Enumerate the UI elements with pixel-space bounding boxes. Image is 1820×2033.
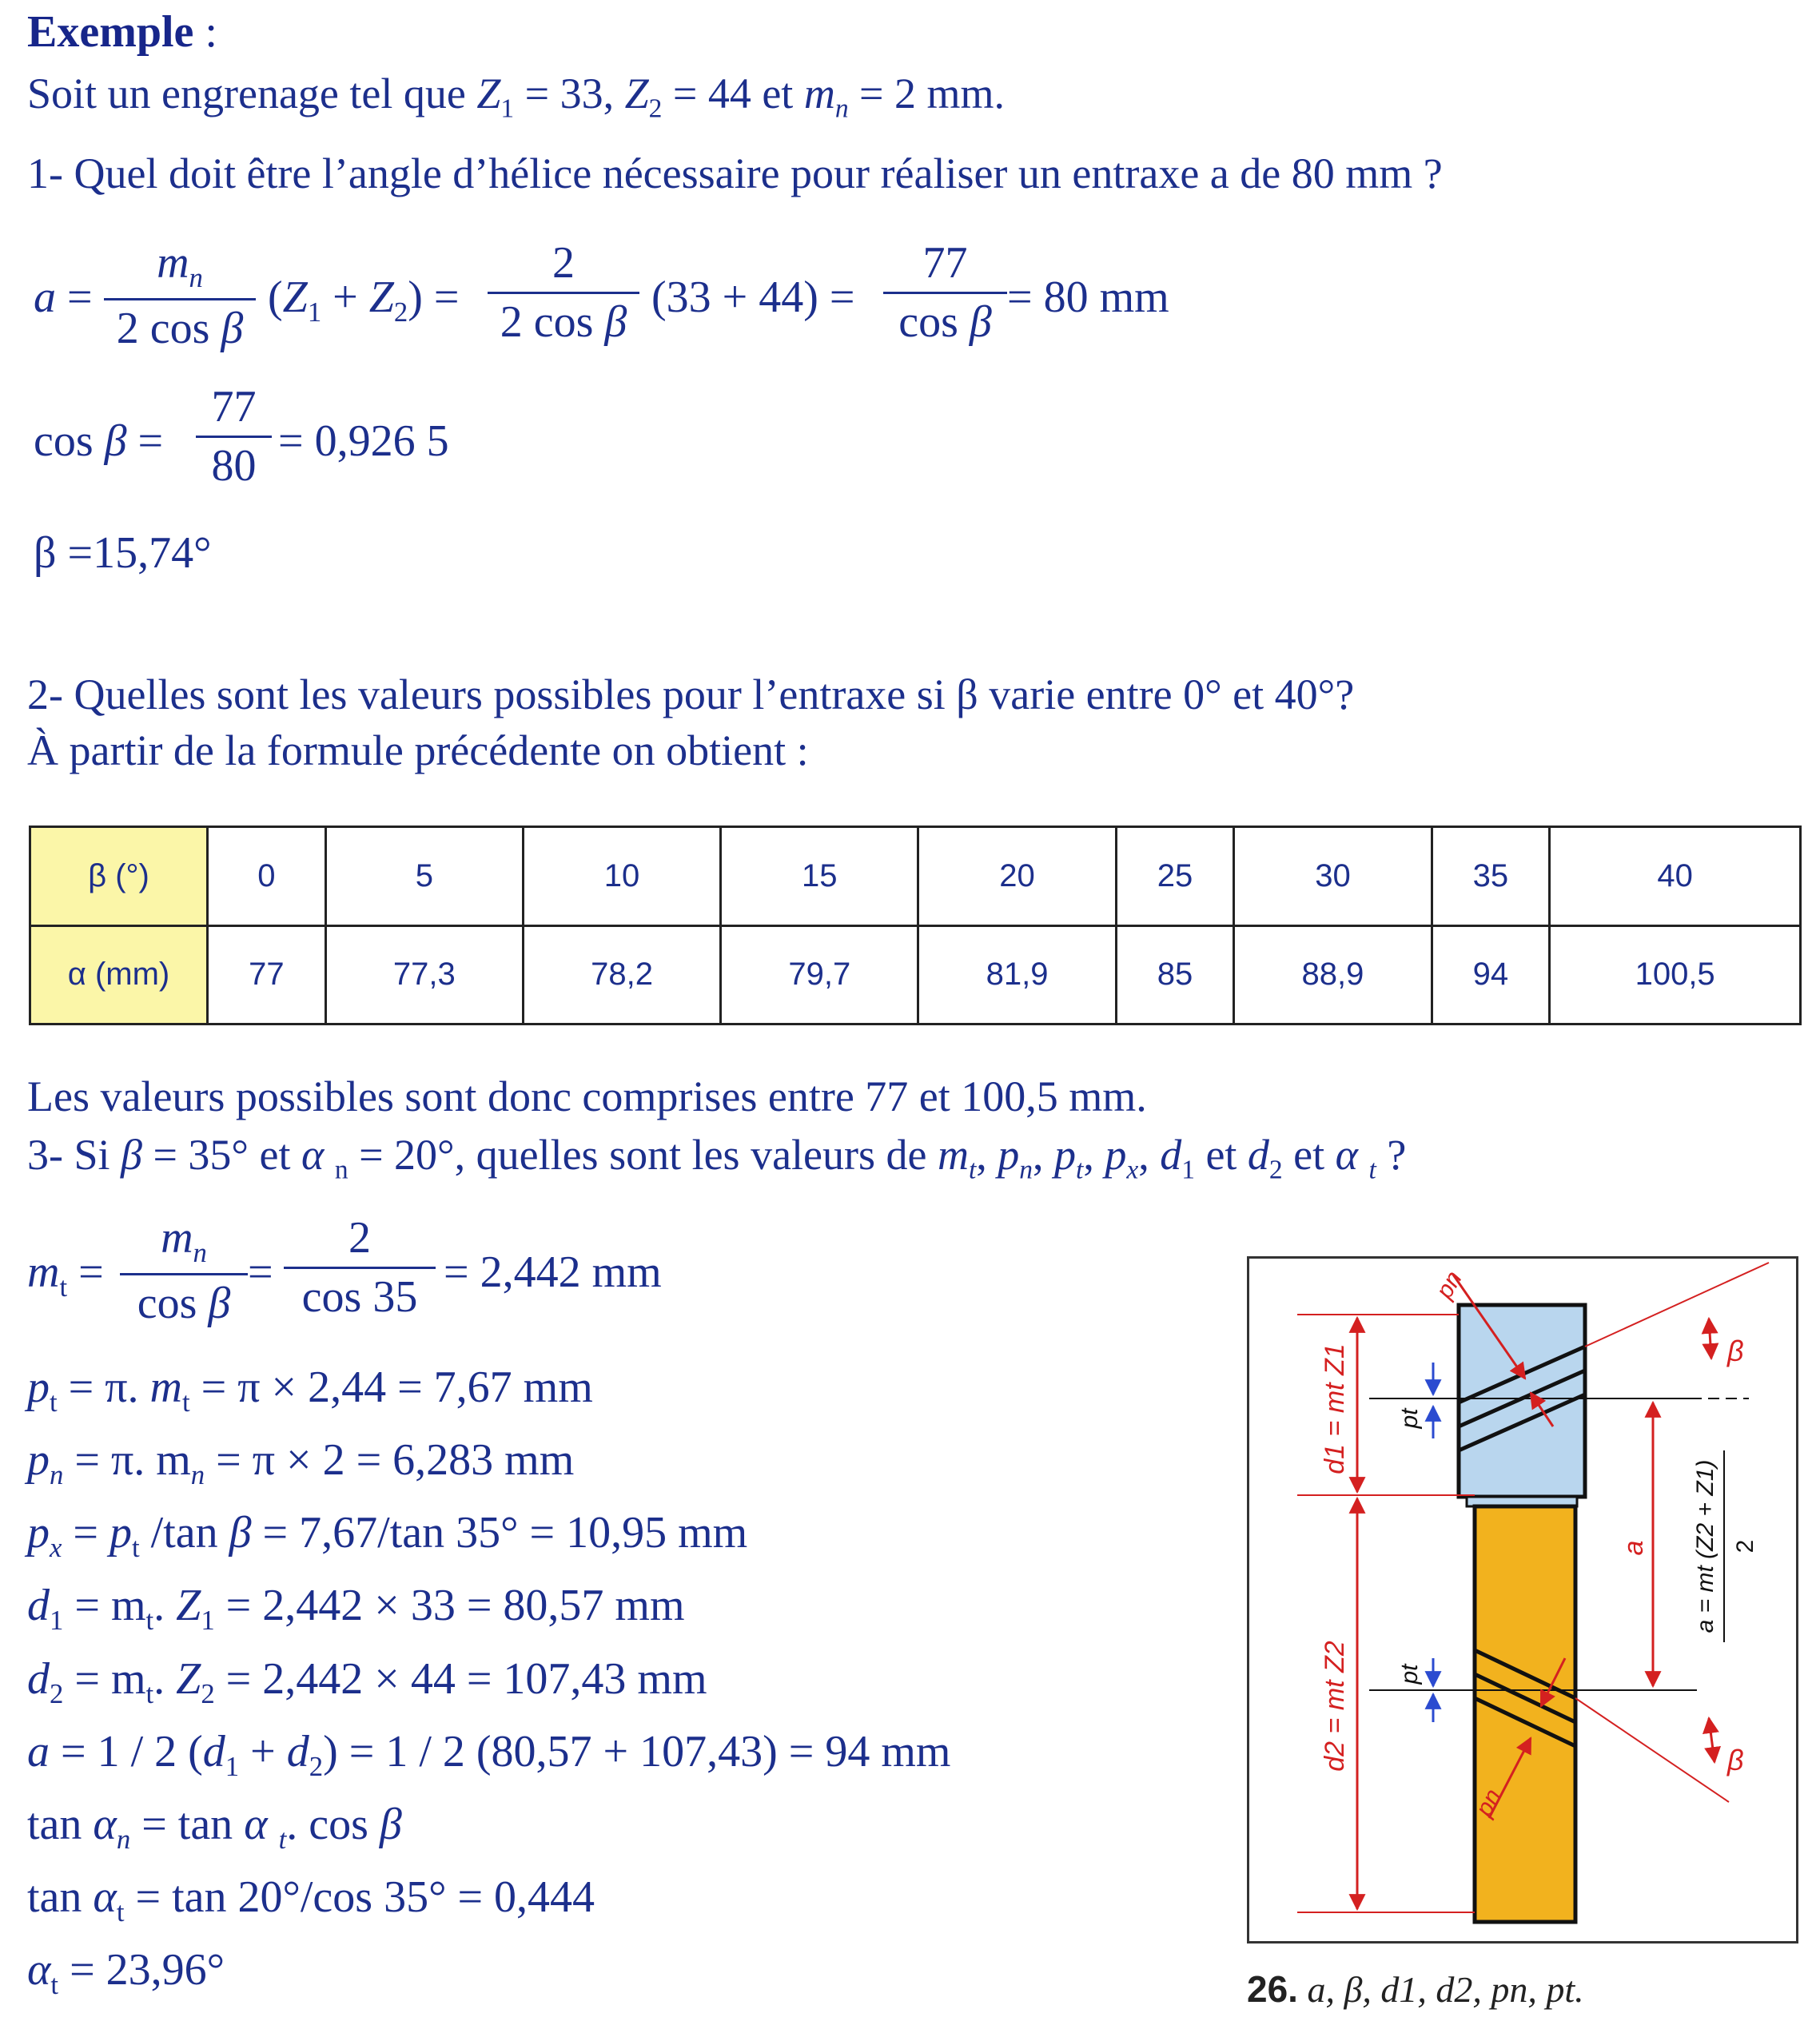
table-cell: 79,7 [721,925,918,1024]
table-cell: 85 [1116,925,1234,1024]
result-d2: $d_2 = m_t$. $Z_2 = 2,442 \times 44 = 107,43$ mm [27,1653,707,1709]
label-a: a [1619,1540,1649,1556]
figure-caption [1247,1967,1584,2011]
label-pn-bottom: pn [1471,1784,1507,1821]
values-table [29,826,1802,1025]
result-tan-at: $\tan \alpha_t = \tan 20^\circ/\cos$ 35° = 0,444 [27,1872,595,1928]
table-cell: 0 [208,827,326,926]
table-cell: 30 [1234,827,1432,926]
table-row-a [30,925,1801,1024]
label-beta-bottom: β [1727,1744,1744,1776]
q3-results [27,1359,950,2014]
result-px: $p_x = p_t$ /tan β = 7,67/tan 35° = 10,95 mm [27,1508,748,1564]
label-beta-top: β [1727,1335,1744,1367]
row-header-a: α (mm) [30,925,208,1024]
q1-result: β =15,74° [34,528,212,578]
table-cell: 25 [1116,827,1234,926]
table-row-beta [30,827,1801,926]
result-d1: $d_1 = m_t$. $Z_1 = 2,442 \times 33 = 80,57$ mm [27,1581,685,1637]
section-title [27,7,217,57]
q2-conclusion: Les valeurs possibles sont donc comprises entre 77 et 100,5 mm. [27,1072,1147,1120]
table-cell: 5 [325,827,523,926]
label-d1: d1 = mt Z1 [1320,1343,1350,1474]
fraction-77-80: 77 80 [196,384,272,490]
table-cell: 88,9 [1234,925,1432,1024]
q2-intro: À partir de la formule précédente on obtient : [27,726,809,774]
label-pt-bottom: pt [1396,1664,1423,1685]
q2-question: 2- Quelles sont les valeurs possibles pour l’entraxe si β varie entre 0° et 40°? [27,670,1355,718]
result-a: a = 1 / 2 $(d_1 + d_2) = 1 / 2$ (80,57 + 107,43) = 94 mm [27,1726,951,1782]
q3-question: 3- Si β = 35° et α $_n$ = 20°, quelles sont les valeurs de $m_t$, $p_n$, $p_t$, $p_x$, $d_1$ et $d_2$ et α $_t$ ? [27,1131,1407,1185]
table-cell: 100,5 [1550,925,1801,1024]
a-formula [1692,1450,1758,1642]
fraction-mn-2cos: $m_n$ 2 cos β [104,240,256,352]
gear-diagram [1249,1259,1796,1941]
svg-text:a = mt (Z2 + Z1): a = mt (Z2 + Z1) [1692,1459,1718,1633]
fraction-77-cos: 77 cos β [883,240,1007,346]
row-header-beta: β (°) [30,827,208,926]
q1-question: 1- Quel doit être l’angle d’hélice nécessaire pour réaliser un entraxe a de 80 mm ? [27,149,1443,197]
title-text: Exemple [27,7,194,57]
table-cell: 81,9 [918,925,1116,1024]
table-cell: 15 [721,827,918,926]
table-cell: 20 [918,827,1116,926]
table-cell: 94 [1432,925,1550,1024]
label-d2: d2 = mt Z2 [1320,1641,1350,1772]
result-at: $\alpha_t = 23,96^\circ$ [27,1945,225,2001]
caption-number: 26. [1247,1968,1298,2010]
intro-line: Soit un engrenage tel que $Z_1 = 33$, $Z_2 = 44$ et $m_n = 2$ mm. [27,70,1006,124]
result-pt: $p_t = \pi$. $m_t = \pi \times 2,44 = 7,67$ mm [27,1363,593,1418]
result-pn: $p_n = \pi$. $m_n = \pi \times 2 = 6,283$ mm [27,1435,575,1491]
label-pn-top: pn [1431,1267,1468,1303]
table-cell: 10 [523,827,720,926]
table-cell: 77,3 [325,925,523,1024]
result-tan-an: $\tan \alpha_n = \tan \alpha$ $_t$. cos β [27,1799,402,1855]
fraction-2-cos35: 2 cos 35 [284,1215,436,1321]
label-pt-top: pt [1396,1408,1423,1429]
svg-text:2: 2 [1732,1539,1758,1554]
fraction-mn-cos: $m_n$ cos β [120,1215,248,1327]
table-cell: 40 [1550,827,1801,926]
fraction-2-2cos: 2 2 cos β [488,240,639,346]
caption-text: a, β, d1, d2, pn, pt. [1307,1969,1584,2010]
table-cell: 35 [1432,827,1550,926]
gear-figure [1247,1256,1798,1943]
table-cell: 78,2 [523,925,720,1024]
title-colon: : [205,7,217,57]
table-cell: 77 [208,925,326,1024]
